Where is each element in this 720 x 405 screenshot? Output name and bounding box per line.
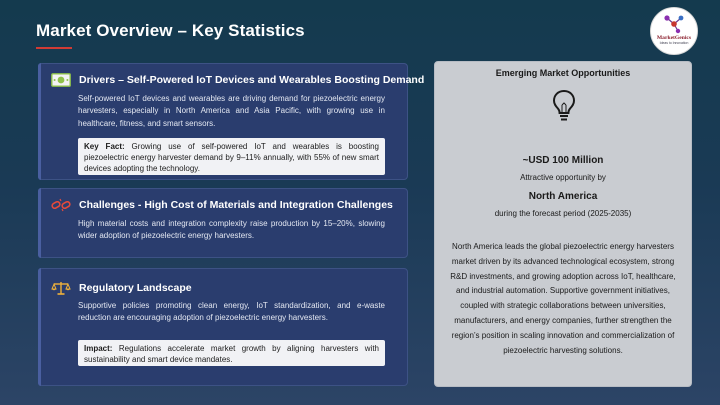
regulatory-title: Regulatory Landscape bbox=[79, 282, 192, 294]
drivers-card bbox=[38, 63, 425, 180]
molecule-logo-icon bbox=[662, 14, 686, 34]
regulatory-body: Supportive policies promoting clean energy, IoT standardization, and e-waste reduction are encouraging adoption of piezoelectric energy harvesters. bbox=[78, 301, 385, 323]
key-fact-box bbox=[78, 138, 385, 175]
impact-text: Regulations accelerate market growth by aligning harvesters with sustainability and smart device mandates. bbox=[84, 344, 379, 364]
company-logo bbox=[650, 7, 698, 55]
title-underline bbox=[36, 47, 72, 49]
opportunity-subtitle: Attractive opportunity by bbox=[520, 173, 606, 182]
key-fact-label: Key Fact: bbox=[84, 142, 125, 151]
opportunity-amount: ~USD 100 Million bbox=[522, 155, 604, 166]
opportunities-title: Emerging Market Opportunities bbox=[495, 68, 631, 78]
challenges-header bbox=[51, 198, 393, 212]
key-fact-text: Growing use of self-powered IoT and wearables is boosting piezoelectric energy harvester demand by 9–11% annually, with 55% of new smart devices adopting the technology. bbox=[84, 142, 379, 173]
logo-brand: MarketGenics bbox=[656, 35, 692, 41]
opportunities-panel bbox=[434, 61, 692, 387]
regulatory-header bbox=[51, 281, 192, 295]
drivers-title: Drivers – Self-Powered IoT Devices and Wearables Boosting Demand bbox=[79, 74, 425, 86]
opportunity-region: North America bbox=[528, 191, 598, 202]
page-title: Market Overview – Key Statistics bbox=[36, 21, 305, 40]
challenges-title: Challenges - High Cost of Materials and Integration Challenges bbox=[79, 199, 393, 211]
lightbulb-icon bbox=[552, 89, 576, 123]
impact-label: Impact: bbox=[84, 344, 113, 353]
broken-chain-icon bbox=[51, 198, 71, 212]
challenges-body: High material costs and integration complexity raise production by 15–20%, slowing wider adoption of piezoelectric energy harvesters. bbox=[78, 219, 385, 241]
money-icon bbox=[51, 73, 71, 87]
forecast-period: during the forecast period (2025-2035) bbox=[494, 209, 632, 218]
drivers-header bbox=[51, 73, 424, 87]
scales-icon bbox=[51, 281, 71, 295]
drivers-body: Self-powered IoT devices and wearables are driving demand for piezoelectric energy harvesters, especially in North America and Asia Pacific, with growing use in healthcare, fitness, and smart sensors. bbox=[78, 94, 385, 128]
opportunities-paragraph: North America leads the global piezoelectric energy harvesters market driven by its advanced technological ecosystem, strong R&D investments, and growing adoption across IoT, healthcare, and industrial automation. Supportive government initiatives, coupled with strategic collaborations between universities, manufacturers, and energy companies, further strengthen the region’s position in scaling innovation and commercialization of piezoelectric harvesting solutions. bbox=[450, 242, 676, 355]
challenges-card bbox=[38, 188, 408, 258]
logo-tagline: Ideas to Innovation bbox=[659, 41, 689, 45]
regulatory-card bbox=[38, 268, 408, 386]
impact-box bbox=[78, 340, 385, 366]
